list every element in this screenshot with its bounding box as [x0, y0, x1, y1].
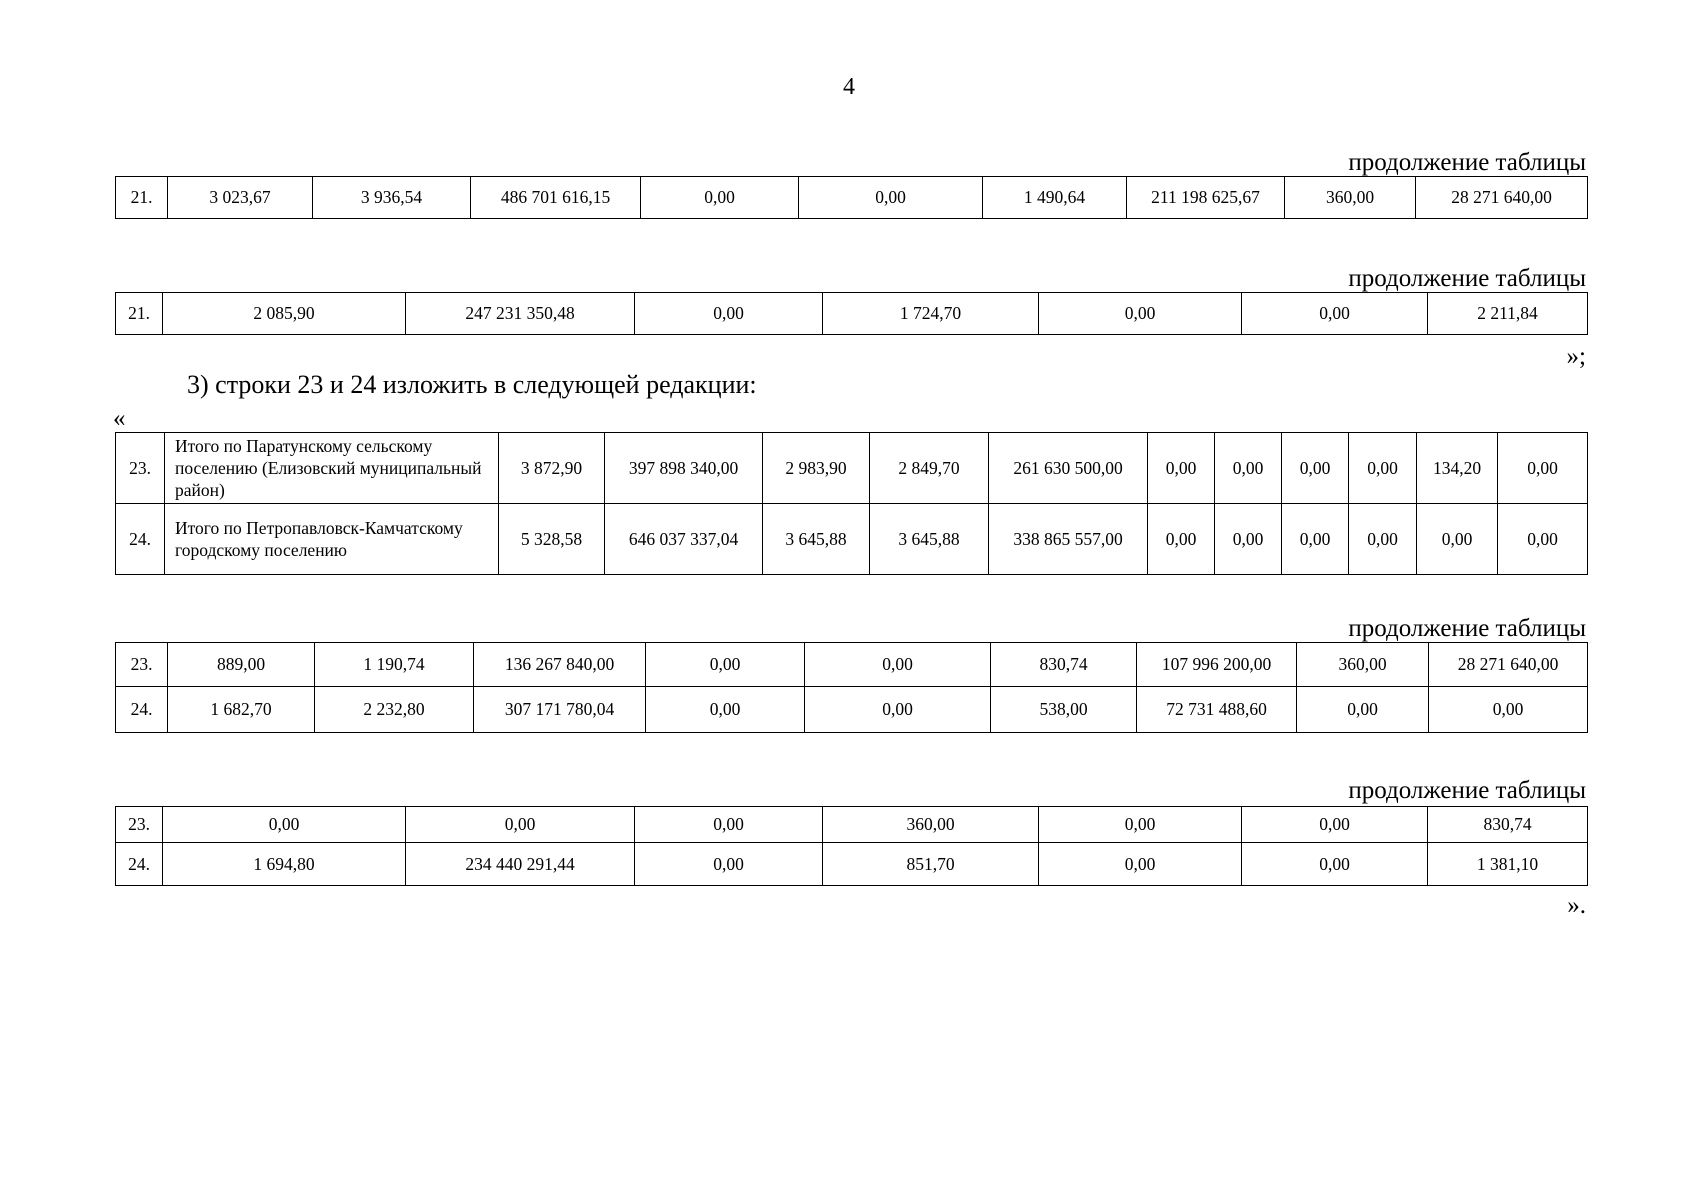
opening-quote: «: [113, 405, 126, 432]
closing-quote-1: »;: [1566, 343, 1586, 370]
table-2: [115, 292, 1588, 335]
table-row: 23. 0,00 0,00 0,00 360,00 0,00 0,00 830,74: [116, 807, 1588, 843]
closing-quote-2: ».: [1567, 892, 1586, 919]
continuation-label-1: продолжение таблицы: [1348, 149, 1586, 176]
table-row: 23. 889,00 1 190,74 136 267 840,00 0,00 0,00 830,74 107 996 200,00 360,00 28 271 640,00: [116, 643, 1588, 687]
table-row: 23. Итого по Паратунскому сельскому поселению (Елизовский муниципальный район) 3 872,90 397 898 340,00 2 983,90 2 849,70 261 630 500,00 0,00 0,00 0,00 0,00 134,20 0,00: [116, 433, 1588, 504]
table-row: 24. 1 694,80 234 440 291,44 0,00 851,70 0,00 0,00 1 381,10: [116, 843, 1588, 886]
instruction-text: 3) строки 23 и 24 изложить в следующей редакции:: [187, 370, 757, 399]
table-row: 21. 3 023,67 3 936,54 486 701 616,15 0,00 0,00 1 490,64 211 198 625,67 360,00 28 271 640,00: [116, 177, 1588, 219]
table-1: [115, 176, 1588, 219]
table-4: [115, 642, 1588, 733]
continuation-label-4: продолжение таблицы: [1348, 777, 1586, 804]
table-row: 24. 1 682,70 2 232,80 307 171 780,04 0,00 0,00 538,00 72 731 488,60 0,00 0,00: [116, 687, 1588, 733]
page-number: 4: [843, 74, 855, 100]
table-row: 21. 2 085,90 247 231 350,48 0,00 1 724,70 0,00 0,00 2 211,84: [116, 293, 1588, 335]
table-row: 24. Итого по Петропавловск-Камчатскому городскому поселению 5 328,58 646 037 337,04 3 645,88 3 645,88 338 865 557,00 0,00 0,00 0,00 0,00 0,00 0,00: [116, 504, 1588, 575]
table-5: [115, 806, 1588, 886]
continuation-label-2: продолжение таблицы: [1348, 265, 1586, 292]
continuation-label-3: продолжение таблицы: [1348, 615, 1586, 642]
table-3: [115, 432, 1588, 575]
